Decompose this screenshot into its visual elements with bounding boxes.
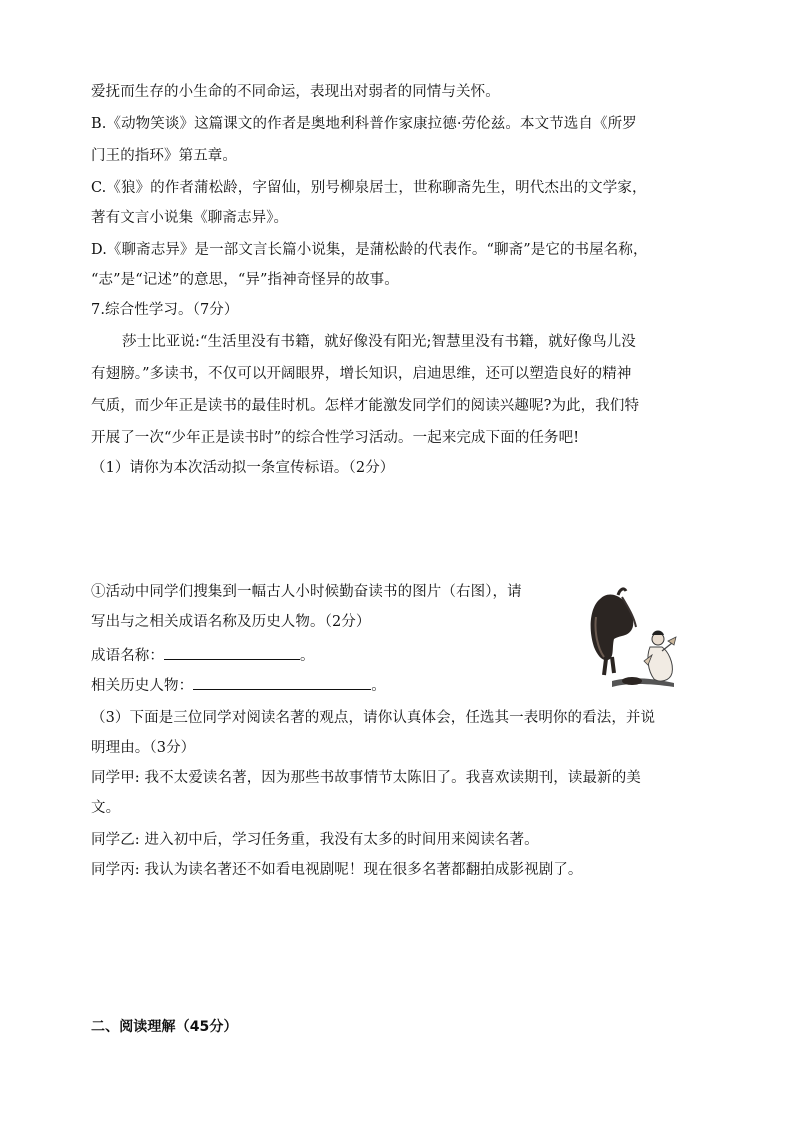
student-a-line-2: 文。 [91, 800, 121, 816]
question-7-title: 7.综合性学习。（7分） [91, 302, 239, 318]
paragraph-line-1: 莎士比亚说:“生活里没有书籍，就好像没有阳光;智慧里没有书籍，就好像鸟儿没 [122, 334, 636, 350]
line-option-c-cont: 著有文言小说集《聊斋志异》。 [91, 210, 289, 226]
section-heading: 二、阅读理解（45分） [91, 1019, 238, 1035]
figure-answer-line [91, 676, 386, 696]
line-option-d: D.《聊斋志异》是一部文言长篇小说集，是蒲松龄的代表作。“聊斋”是它的书屋名称， [91, 242, 648, 258]
student-a-line-1: 同学甲: 我不太爱读名著，因为那些书故事情节太陈旧了。我喜欢读期刊，读最新的美 [91, 770, 641, 786]
line-option-b: B.《动物笑谈》这篇课文的作者是奥地利科普作家康拉德·劳伦兹。本文节选自《所罗 [91, 116, 637, 132]
subquestion-2-line-2: 写出与之相关成语名称及历史人物。（2分） [91, 614, 371, 630]
paragraph-line-2: 有翅膀。”多读书，不仅可以开阔眼界，增长知识，启迪思维，还可以塑造良好的精神 [91, 366, 632, 382]
student-c: 同学丙: 我认为读名著还不如看电视剧呢！现在很多名著都翻拍成影视剧了。 [91, 862, 583, 878]
subquestion-1: （1）请你为本次活动拟一条宣传标语。（2分） [91, 460, 395, 476]
boy-body [648, 647, 672, 681]
idiom-label: 成语名称： [91, 648, 164, 664]
paragraph-line-3: 气质，而少年正是读书的最佳时机。怎样才能激发同学们的阅读兴趣呢?为此，我们特 [91, 398, 640, 414]
idiom-blank[interactable] [164, 647, 300, 660]
student-b: 同学乙: 进入初中后，学习任务重，我没有太多的时间用来阅读名著。 [91, 832, 539, 848]
paragraph-line-4: 开展了一次“少年正是读书时”的综合性学习活动。一起来完成下面的任务吧! [91, 430, 580, 446]
line-1: 爱抚而生存的小生命的不同命运，表现出对弱者的同情与关怀。 [91, 84, 500, 100]
idiom-answer-line [91, 646, 315, 666]
subquestion-3-line-1: （3）下面是三位同学对阅读名著的观点，请你认真体会，任选其一表明你的看法，并说 [91, 710, 656, 726]
subquestion-2-line-1: ①活动中同学们搜集到一幅古人小时候勤奋读书的图片（右图），请 [91, 584, 522, 600]
figure-blank[interactable] [193, 677, 371, 690]
ancient-reading-picture [582, 577, 682, 697]
subquestion-3-line-2: 明理由。（3分） [91, 740, 196, 756]
line-option-c: C.《狼》的作者蒲松龄，字留仙，别号柳泉居士，世称聊斋先生，明代杰出的文学家， [91, 180, 647, 196]
idiom-end: 。 [300, 648, 315, 664]
line-option-d-cont: “志”是“记述”的意思，“异”指神奇怪异的故事。 [91, 272, 399, 288]
figure-label: 相关历史人物： [91, 678, 194, 694]
figure-end: 。 [371, 678, 386, 694]
line-option-b-cont: 门王的指环》第五章。 [91, 148, 237, 164]
